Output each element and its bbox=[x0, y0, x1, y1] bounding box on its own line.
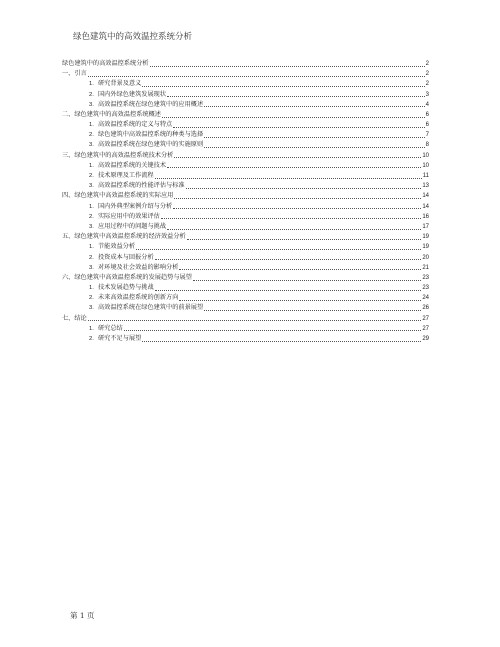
toc-entry-number: 2. bbox=[89, 295, 94, 302]
toc-section-5-1[interactable] bbox=[62, 242, 429, 252]
toc-entry-page: 14 bbox=[422, 193, 429, 200]
toc-section-2-2[interactable] bbox=[62, 130, 429, 140]
toc-leader-dots bbox=[155, 177, 422, 179]
toc-entry-page: 2 bbox=[425, 60, 429, 67]
toc-entry-page: 24 bbox=[422, 295, 429, 302]
toc-entry-number: 2. bbox=[89, 173, 94, 180]
toc-section-4-2[interactable] bbox=[62, 212, 429, 222]
toc-entry-title: 六、绿色建筑中高效温控系统的发展趋势与展望 bbox=[62, 273, 192, 281]
toc-entry-number: 1. bbox=[89, 203, 94, 210]
toc-entry-page: 2 bbox=[425, 71, 429, 78]
toc-leader-dots bbox=[155, 289, 422, 291]
toc-entry-title: 高效温控系统在绿色建筑中的前景展望 bbox=[98, 304, 204, 312]
toc-entry-page: 16 bbox=[422, 213, 429, 220]
toc-entry-number: 2. bbox=[89, 213, 94, 220]
toc-leader-dots bbox=[161, 217, 421, 219]
toc-entry-number: 3. bbox=[89, 305, 94, 312]
toc-leader-dots bbox=[155, 258, 422, 260]
toc-entry-title: 高效温控系统的性能评估与标准 bbox=[98, 182, 185, 190]
toc-entry-page: 10 bbox=[422, 162, 429, 169]
toc-chapter-4[interactable] bbox=[62, 191, 429, 201]
toc-entry-number: 2. bbox=[89, 132, 94, 139]
toc-leader-dots bbox=[124, 329, 422, 331]
toc-section-5-3[interactable] bbox=[62, 263, 429, 273]
toc-entry-title: 高效温控系统的定义与特点 bbox=[98, 121, 173, 129]
toc-entry-page: 7 bbox=[425, 132, 429, 139]
toc-leader-dots bbox=[204, 146, 424, 148]
toc-entry-title: 实际应用中的效果评估 bbox=[98, 212, 160, 220]
toc-entry-page: 27 bbox=[422, 315, 429, 322]
toc-entry-number: 2. bbox=[89, 336, 94, 343]
toc-section-1-3[interactable] bbox=[62, 100, 429, 110]
toc-section-2-3[interactable] bbox=[62, 141, 429, 151]
toc-leader-dots bbox=[179, 268, 421, 270]
toc-leader-dots bbox=[204, 136, 424, 138]
toc-section-3-1[interactable] bbox=[62, 161, 429, 171]
toc-entry-page: 19 bbox=[422, 234, 429, 241]
toc-leader-dots bbox=[162, 116, 425, 118]
toc-entry-number: 3. bbox=[89, 264, 94, 271]
toc-entry-title: 国内外典型案例介绍与分析 bbox=[98, 202, 173, 210]
toc-entry-number: 3. bbox=[89, 223, 94, 230]
toc-leader-dots bbox=[142, 85, 424, 87]
toc-entry-page: 6 bbox=[425, 111, 429, 118]
toc-entry-title: 国内外绿色建筑发展现状 bbox=[98, 90, 167, 98]
toc-chapter-7[interactable] bbox=[62, 314, 429, 324]
toc-entry-title: 未来高效温控系统的创新方向 bbox=[98, 294, 179, 302]
toc-section-5-2[interactable] bbox=[62, 253, 429, 263]
toc-entry-page: 20 bbox=[422, 254, 429, 261]
toc-entry-page: 21 bbox=[422, 264, 429, 271]
toc-leader-dots bbox=[173, 126, 424, 128]
toc-entry-page: 26 bbox=[422, 305, 429, 312]
toc-entry-number: 1. bbox=[89, 325, 94, 332]
toc-section-2-1[interactable] bbox=[62, 120, 429, 130]
toc-leader-dots bbox=[142, 340, 421, 342]
toc-entry-title: 高效温控系统在绿色建筑中的应用概述 bbox=[98, 100, 204, 108]
toc-entry-page: 11 bbox=[422, 173, 429, 180]
toc-entry-title: 绿色建筑中高效温控系统的种类与选择 bbox=[98, 131, 204, 139]
toc-section-7-2[interactable] bbox=[62, 334, 429, 344]
toc-entry-title: 研究总结 bbox=[98, 324, 123, 332]
toc-leader-dots bbox=[173, 207, 421, 209]
toc-entry-title: 七、结论 bbox=[62, 314, 87, 322]
toc-entry-title: 一、引言 bbox=[62, 70, 87, 78]
toc-leader-dots bbox=[179, 299, 421, 301]
toc-leader-dots bbox=[167, 228, 421, 230]
toc-chapter-6[interactable] bbox=[62, 273, 429, 283]
toc-entry-number: 1. bbox=[89, 81, 94, 88]
page-header-title: 绿色建筑中的高效温控系统分析 bbox=[73, 32, 193, 42]
toc-section-4-3[interactable] bbox=[62, 222, 429, 232]
toc-leader-dots bbox=[174, 197, 421, 199]
toc-entry-title: 高效温控系统在绿色建筑中的实施原则 bbox=[98, 141, 204, 149]
toc-leader-dots bbox=[204, 309, 421, 311]
page-number-footer: 第 1 页 bbox=[70, 611, 95, 620]
toc-entry-number: 2. bbox=[89, 91, 94, 98]
toc-entry-title: 对环境及社会效益的影响分析 bbox=[98, 263, 179, 271]
toc-entry-title: 技术原理及工作流程 bbox=[98, 172, 154, 180]
table-of-contents bbox=[62, 59, 429, 344]
toc-entry-number: 1. bbox=[89, 122, 94, 129]
toc-entry-number: 3. bbox=[89, 142, 94, 149]
toc-section-6-2[interactable] bbox=[62, 293, 429, 303]
toc-entry-title: 研究背景及意义 bbox=[98, 80, 142, 88]
toc-entry-title: 技术发展趋势与挑战 bbox=[98, 284, 154, 292]
toc-entry-title: 五、绿色建筑中高效温控系统的经济效益分析 bbox=[62, 233, 186, 241]
toc-entry-title: 研究不足与展望 bbox=[98, 335, 142, 343]
toc-leader-dots bbox=[136, 248, 421, 250]
toc-entry-title: 投资成本与回报分析 bbox=[98, 253, 154, 261]
toc-entry-number: 3. bbox=[89, 101, 94, 108]
toc-leader-dots bbox=[193, 279, 421, 281]
toc-entry-page: 10 bbox=[422, 152, 429, 159]
toc-section-4-1[interactable] bbox=[62, 202, 429, 212]
toc-section-7-1[interactable] bbox=[62, 324, 429, 334]
toc-chapter-1[interactable] bbox=[62, 69, 429, 79]
toc-entry-page: 4 bbox=[425, 101, 429, 108]
toc-entry-number: 1. bbox=[89, 162, 94, 169]
toc-leader-dots bbox=[88, 75, 425, 77]
toc-chapter-3[interactable] bbox=[62, 151, 429, 161]
toc-chapter-2[interactable] bbox=[62, 110, 429, 120]
toc-leader-dots bbox=[167, 95, 425, 97]
toc-entry-page: 29 bbox=[422, 336, 429, 343]
toc-leader-dots bbox=[204, 105, 424, 107]
toc-section-3-2[interactable] bbox=[62, 171, 429, 181]
toc-entry-title: 应用过程中的问题与挑战 bbox=[98, 222, 167, 230]
toc-section-1-1[interactable] bbox=[62, 79, 429, 89]
toc-entry-title: 节能效益分析 bbox=[98, 243, 136, 251]
toc-entry-page: 13 bbox=[422, 183, 429, 190]
toc-entry-title: 高效温控系统的关键技术 bbox=[98, 161, 167, 169]
toc-entry-page: 23 bbox=[422, 274, 429, 281]
toc-entry-number: 1. bbox=[89, 285, 94, 292]
toc-entry-title: 三、绿色建筑中的高效温控系统技术分析 bbox=[62, 151, 174, 159]
toc-entry-page: 23 bbox=[422, 285, 429, 292]
toc-leader-dots bbox=[167, 166, 421, 168]
toc-section-6-3[interactable] bbox=[62, 304, 429, 314]
toc-entry-page: 19 bbox=[422, 244, 429, 251]
toc-entry-page: 3 bbox=[425, 91, 429, 98]
toc-entry-title: 二、绿色建筑中的高效温控系统概述 bbox=[62, 110, 161, 118]
toc-entry-page: 17 bbox=[422, 223, 429, 230]
toc-leader-dots bbox=[150, 65, 425, 67]
toc-entry-title: 绿色建筑中的高效温控系统分析 bbox=[62, 59, 149, 67]
toc-chapter-5[interactable] bbox=[62, 232, 429, 242]
toc-entry-page: 8 bbox=[425, 142, 429, 149]
toc-leader-dots bbox=[187, 238, 422, 240]
toc-entry-page: 6 bbox=[425, 122, 429, 129]
toc-leader-dots bbox=[186, 187, 422, 189]
toc-entry-number: 2. bbox=[89, 254, 94, 261]
toc-section-6-1[interactable] bbox=[62, 283, 429, 293]
toc-entry-number: 3. bbox=[89, 183, 94, 190]
toc-entry-page: 2 bbox=[425, 81, 429, 88]
toc-entry-page: 27 bbox=[422, 325, 429, 332]
toc-leader-dots bbox=[174, 156, 421, 158]
toc-entry-page: 14 bbox=[422, 203, 429, 210]
toc-section-1-2[interactable] bbox=[62, 90, 429, 100]
toc-entry-number: 1. bbox=[89, 244, 94, 251]
toc-leader-dots bbox=[88, 319, 422, 321]
toc-section-3-3[interactable] bbox=[62, 181, 429, 191]
toc-entry-title: 四、绿色建筑中高效温控系统的实际应用 bbox=[62, 192, 174, 200]
toc-entry-document-title[interactable] bbox=[62, 59, 429, 69]
